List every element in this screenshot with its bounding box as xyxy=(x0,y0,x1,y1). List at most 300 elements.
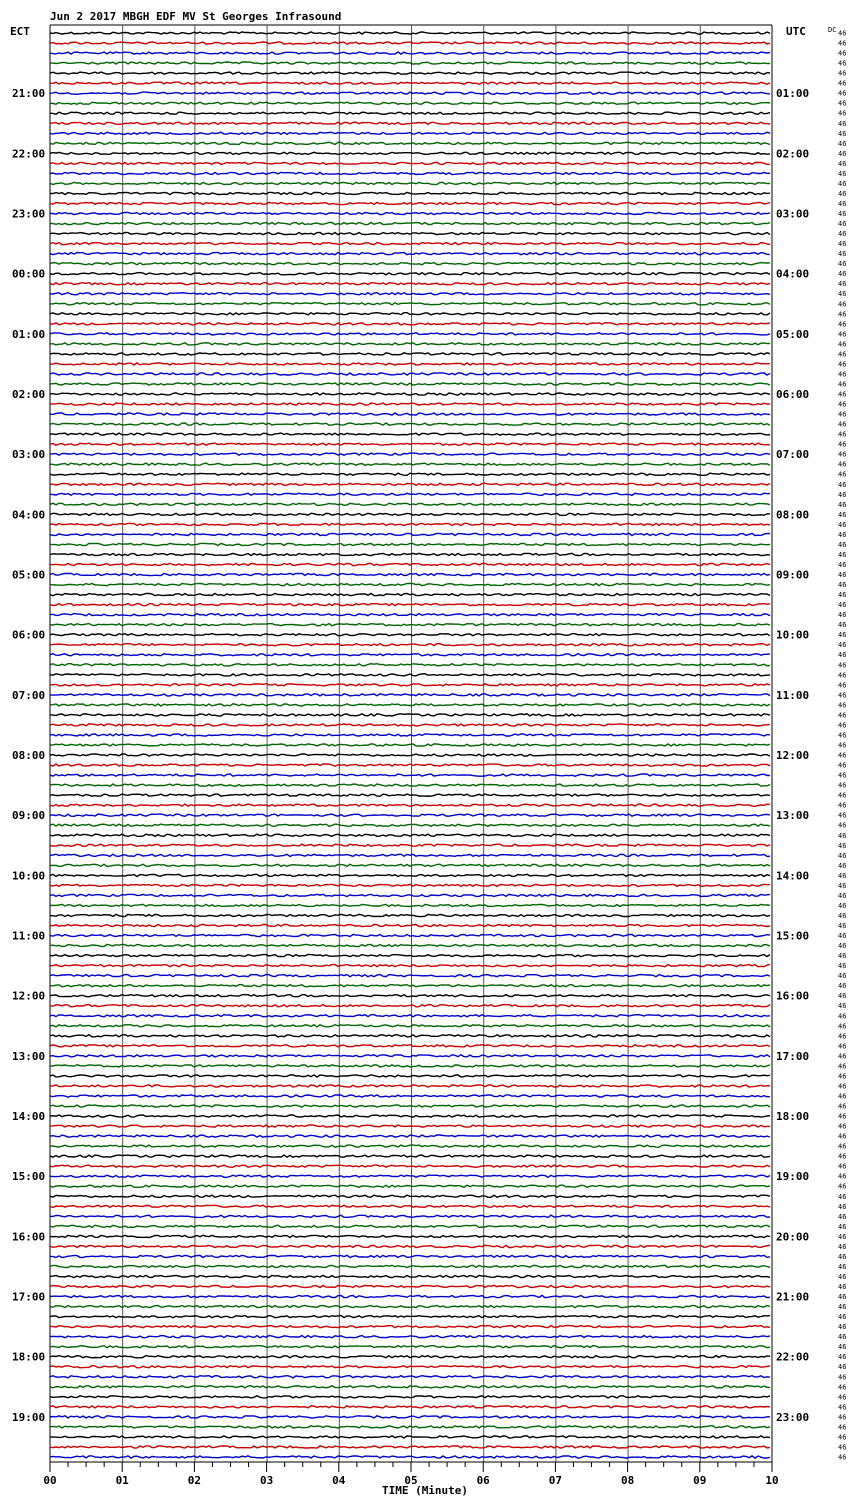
x-tick-label: 08 xyxy=(620,1474,635,1487)
dc-value: 46 xyxy=(838,49,847,58)
trace-29 xyxy=(50,313,770,315)
right-hour-label: 18:00 xyxy=(776,1110,810,1123)
trace-90 xyxy=(50,924,770,926)
dc-value: 46 xyxy=(838,1122,847,1131)
dc-value: 46 xyxy=(838,1072,847,1081)
dc-value: 46 xyxy=(838,1403,847,1412)
dc-value: 46 xyxy=(838,1032,847,1041)
trace-45 xyxy=(50,473,770,475)
trace-25 xyxy=(50,273,770,275)
right-hour-label: 01:00 xyxy=(776,87,810,101)
dc-value: 46 xyxy=(838,450,847,459)
left-hour-label: 10:00 xyxy=(12,869,46,883)
trace-86 xyxy=(50,884,770,886)
dc-value: 46 xyxy=(838,1092,847,1101)
left-hour-label: 06:00 xyxy=(12,628,46,642)
trace-103 xyxy=(50,1055,770,1057)
dc-value: 46 xyxy=(838,480,847,489)
trace-35 xyxy=(50,373,770,375)
trace-42 xyxy=(50,443,770,445)
right-hour-label: 12:00 xyxy=(776,749,810,762)
trace-30 xyxy=(50,323,770,325)
dc-value: 46 xyxy=(838,380,847,389)
dc-value: 46 xyxy=(838,1192,847,1201)
trace-133 xyxy=(50,1356,770,1358)
trace-27 xyxy=(50,293,770,295)
trace-65 xyxy=(50,674,770,676)
trace-126 xyxy=(50,1285,770,1287)
left-hour-label: 19:00 xyxy=(12,1410,46,1424)
dc-value: 46 xyxy=(838,932,847,940)
dc-value: 46 xyxy=(838,400,847,409)
trace-135 xyxy=(50,1376,770,1378)
trace-116 xyxy=(50,1185,770,1187)
right-hour-label: 14:00 xyxy=(776,869,810,883)
trace-84 xyxy=(50,864,770,866)
dc-value: 46 xyxy=(838,200,847,208)
dc-value: 46 xyxy=(838,851,847,860)
dc-value: 46 xyxy=(838,149,847,158)
dc-value: 46 xyxy=(838,240,847,249)
left-hour-label: 03:00 xyxy=(12,448,46,462)
trace-41 xyxy=(50,433,770,435)
trace-85 xyxy=(50,874,770,876)
dc-value: 46 xyxy=(838,701,847,710)
right-hour-label: 20:00 xyxy=(776,1230,810,1244)
left-hour-label: 22:00 xyxy=(12,147,46,161)
dc-value: 46 xyxy=(838,741,847,750)
trace-134 xyxy=(50,1366,770,1368)
dc-value: 46 xyxy=(838,250,847,259)
dc-value: 46 xyxy=(838,460,847,469)
dc-value: 46 xyxy=(838,1132,847,1141)
x-axis-label: TIME (Minute) xyxy=(381,1484,469,1497)
right-hour-label: 22:00 xyxy=(776,1350,810,1364)
trace-79 xyxy=(50,814,770,816)
dc-value: 46 xyxy=(838,390,847,399)
trace-141 xyxy=(50,1436,770,1438)
trace-123 xyxy=(50,1255,770,1257)
dc-value: 46 xyxy=(838,1263,847,1271)
trace-23 xyxy=(50,253,770,255)
dc-value: 46 xyxy=(838,1222,847,1231)
trace-2 xyxy=(50,42,770,44)
dc-value: 46 xyxy=(838,871,847,880)
trace-20 xyxy=(50,223,770,225)
trace-129 xyxy=(50,1316,770,1318)
trace-143 xyxy=(50,1456,770,1458)
x-tick-label: 02 xyxy=(187,1474,202,1487)
dc-value: 46 xyxy=(838,330,847,339)
dc-value: 46 xyxy=(838,1152,847,1161)
dc-value: 46 xyxy=(838,69,847,78)
dc-value: 46 xyxy=(838,79,847,88)
trace-109 xyxy=(50,1115,770,1117)
trace-18 xyxy=(50,202,770,204)
dc-value: 46 xyxy=(838,320,847,329)
dc-value: 46 xyxy=(838,801,847,810)
trace-17 xyxy=(50,192,770,194)
dc-value: 46 xyxy=(838,1303,847,1312)
trace-13 xyxy=(50,152,770,154)
trace-117 xyxy=(50,1195,770,1197)
dc-value: 46 xyxy=(838,39,847,48)
trace-9 xyxy=(50,112,770,114)
dc-value: 46 xyxy=(838,139,847,148)
dc-value: 46 xyxy=(838,942,847,951)
dc-value: 46 xyxy=(838,260,847,269)
dc-value: 46 xyxy=(838,1172,847,1181)
trace-82 xyxy=(50,844,770,846)
dc-value: 46 xyxy=(838,1012,847,1021)
trace-114 xyxy=(50,1165,770,1167)
dc-value: 46 xyxy=(838,1232,847,1241)
dc-value: 46 xyxy=(838,821,847,830)
dc-value: 46 xyxy=(838,159,847,168)
trace-1 xyxy=(50,32,770,34)
trace-112 xyxy=(50,1145,770,1147)
left-hour-label: 09:00 xyxy=(12,809,46,823)
dc-value: 46 xyxy=(838,1313,847,1322)
dc-value: 46 xyxy=(838,1393,847,1402)
dc-value: 46 xyxy=(838,631,847,640)
dc-value: 46 xyxy=(838,310,847,319)
dc-value: 46 xyxy=(838,1323,847,1332)
right-hour-label: 07:00 xyxy=(776,448,810,462)
trace-131 xyxy=(50,1336,770,1338)
trace-53 xyxy=(50,553,770,555)
dc-value: 46 xyxy=(838,691,847,700)
dc-value: 46 xyxy=(838,1242,847,1251)
trace-104 xyxy=(50,1065,770,1067)
dc-value: 46 xyxy=(838,1022,847,1031)
trace-91 xyxy=(50,935,770,937)
dc-value: 46 xyxy=(838,350,847,359)
dc-value: 46 xyxy=(838,99,847,108)
dc-value: 46 xyxy=(838,621,847,630)
trace-38 xyxy=(50,403,770,405)
dc-value: 46 xyxy=(838,661,847,670)
trace-107 xyxy=(50,1095,770,1097)
right-hour-label: 23:00 xyxy=(776,1410,810,1424)
trace-113 xyxy=(50,1155,770,1157)
dc-value: 46 xyxy=(838,1002,847,1011)
dc-value: 46 xyxy=(838,290,847,299)
x-tick-label: 04 xyxy=(332,1474,346,1487)
chart-title: Jun 2 2017 MBGH EDF MV St Georges Infrasound xyxy=(50,10,342,23)
trace-58 xyxy=(50,604,770,606)
trace-52 xyxy=(50,543,770,545)
dc-value: 46 xyxy=(838,169,847,178)
trace-24 xyxy=(50,263,770,265)
trace-67 xyxy=(50,694,770,696)
dc-value: 46 xyxy=(838,1142,847,1151)
dc-value: 46 xyxy=(838,761,847,770)
x-tick-label: 00 xyxy=(43,1474,57,1487)
trace-102 xyxy=(50,1045,770,1047)
x-tick-label: 09 xyxy=(693,1474,707,1487)
trace-11 xyxy=(50,132,770,134)
trace-95 xyxy=(50,975,770,977)
dc-value: 46 xyxy=(838,1363,847,1372)
left-hour-label: 07:00 xyxy=(12,688,46,702)
trace-97 xyxy=(50,995,770,997)
dc-value: 46 xyxy=(838,1443,847,1452)
trace-68 xyxy=(50,704,770,706)
trace-118 xyxy=(50,1205,770,1207)
trace-94 xyxy=(50,965,770,967)
dc-value: 46 xyxy=(838,109,847,118)
trace-55 xyxy=(50,573,770,575)
right-hour-label: 04:00 xyxy=(776,267,810,281)
trace-50 xyxy=(50,523,770,525)
dc-value: 46 xyxy=(838,751,847,760)
trace-78 xyxy=(50,804,770,806)
trace-37 xyxy=(50,393,770,395)
dc-value: 46 xyxy=(838,1433,847,1442)
dc-value: 46 xyxy=(838,591,847,600)
dc-value: 46 xyxy=(838,190,847,198)
trace-125 xyxy=(50,1275,770,1277)
dc-value: 46 xyxy=(838,1052,847,1061)
dc-value: 46 xyxy=(838,611,847,620)
dc-value: 46 xyxy=(838,430,847,439)
trace-96 xyxy=(50,985,770,987)
dc-value: 46 xyxy=(838,1212,847,1221)
trace-88 xyxy=(50,904,770,906)
dc-value: 46 xyxy=(838,129,847,138)
right-hour-label: 05:00 xyxy=(776,327,810,341)
dc-value: 46 xyxy=(838,901,847,910)
trace-92 xyxy=(50,945,770,947)
dc-value: 46 xyxy=(838,811,847,820)
trace-139 xyxy=(50,1416,770,1418)
trace-15 xyxy=(50,172,770,174)
dc-value: 46 xyxy=(838,1162,847,1171)
trace-40 xyxy=(50,423,770,425)
dc-value: 46 xyxy=(838,861,847,870)
trace-128 xyxy=(50,1306,770,1308)
dc-value: 46 xyxy=(838,551,847,559)
dc-value: 46 xyxy=(838,711,847,720)
dc-value: 46 xyxy=(838,280,847,289)
dc-value: 46 xyxy=(838,952,847,961)
x-tick-label: 06 xyxy=(476,1474,490,1487)
dc-value: 46 xyxy=(838,530,847,539)
dc-value: 46 xyxy=(838,1353,847,1362)
dc-value: 46 xyxy=(838,370,847,379)
x-tick-label: 05 xyxy=(404,1474,418,1487)
trace-63 xyxy=(50,654,770,656)
dc-value: 46 xyxy=(838,731,847,740)
trace-28 xyxy=(50,303,770,305)
dc-value: 46 xyxy=(838,1283,847,1291)
trace-34 xyxy=(50,363,770,365)
left-hour-label: 17:00 xyxy=(12,1290,46,1304)
left-hour-label: 00:00 xyxy=(12,267,46,281)
trace-106 xyxy=(50,1085,770,1087)
dc-value: 46 xyxy=(838,520,847,529)
trace-83 xyxy=(50,854,770,856)
left-hour-label: 18:00 xyxy=(12,1350,46,1364)
trace-99 xyxy=(50,1015,770,1017)
right-hour-label: 15:00 xyxy=(776,929,810,943)
x-tick-label: 03 xyxy=(259,1474,274,1487)
trace-26 xyxy=(50,283,770,285)
dc-value: 46 xyxy=(838,490,847,499)
trace-21 xyxy=(50,233,770,235)
dc-value: 46 xyxy=(838,922,847,930)
dc-value: 46 xyxy=(838,1252,847,1261)
right-hour-label: 16:00 xyxy=(776,989,810,1003)
dc-value: 46 xyxy=(838,831,847,840)
dc-value: 46 xyxy=(838,641,847,650)
trace-127 xyxy=(50,1295,770,1297)
dc-value: 46 xyxy=(838,982,847,991)
dc-value: 46 xyxy=(838,1112,847,1121)
trace-36 xyxy=(50,383,770,385)
dc-value: 46 xyxy=(838,1062,847,1071)
right-hour-label: 19:00 xyxy=(776,1170,810,1184)
right-hour-label: 09:00 xyxy=(776,568,810,582)
dc-value: 46 xyxy=(838,771,847,780)
trace-33 xyxy=(50,353,770,355)
trace-101 xyxy=(50,1035,770,1037)
trace-137 xyxy=(50,1396,770,1398)
dc-value: 46 xyxy=(838,671,847,680)
dc-value: 46 xyxy=(838,510,847,519)
trace-98 xyxy=(50,1005,770,1007)
x-tick-label: 01 xyxy=(115,1474,129,1487)
trace-56 xyxy=(50,584,770,586)
dc-value: 46 xyxy=(838,881,847,890)
left-timezone-label: ECT xyxy=(10,25,30,38)
dc-value: 46 xyxy=(838,300,847,309)
dc-value: 46 xyxy=(838,29,847,38)
trace-138 xyxy=(50,1406,770,1408)
dc-value: 46 xyxy=(838,1202,847,1211)
trace-14 xyxy=(50,162,770,164)
dc-value: 46 xyxy=(838,440,847,449)
trace-59 xyxy=(50,614,770,616)
dc-value: 46 xyxy=(838,992,847,1001)
dc-value: 46 xyxy=(838,781,847,790)
trace-130 xyxy=(50,1326,770,1328)
trace-66 xyxy=(50,684,770,686)
left-hour-label: 02:00 xyxy=(12,388,46,401)
trace-4 xyxy=(50,62,770,64)
dc-values xyxy=(838,30,846,1462)
dc-value: 46 xyxy=(838,360,847,369)
left-hour-label: 04:00 xyxy=(12,508,46,522)
dc-value: 46 xyxy=(838,1453,847,1462)
traces xyxy=(50,32,770,1458)
trace-43 xyxy=(50,453,770,455)
trace-49 xyxy=(50,513,770,515)
trace-111 xyxy=(50,1135,770,1137)
trace-7 xyxy=(50,92,770,94)
trace-72 xyxy=(50,744,770,746)
left-hour-label: 11:00 xyxy=(12,929,46,943)
right-hour-label: 08:00 xyxy=(776,508,810,522)
left-hour-label: 01:00 xyxy=(12,327,46,341)
right-hour-label: 17:00 xyxy=(776,1049,810,1063)
left-hour-label: 15:00 xyxy=(12,1170,46,1184)
dc-value: 46 xyxy=(838,420,847,429)
dc-value: 46 xyxy=(838,912,847,920)
trace-89 xyxy=(50,914,770,916)
trace-31 xyxy=(50,333,770,335)
dc-value: 46 xyxy=(838,891,847,900)
dc-value: 46 xyxy=(838,1413,847,1422)
right-hour-label: 13:00 xyxy=(776,809,810,823)
trace-81 xyxy=(50,834,770,836)
trace-110 xyxy=(50,1125,770,1127)
dc-value: 46 xyxy=(838,340,847,349)
trace-108 xyxy=(50,1105,770,1107)
dc-value: 46 xyxy=(838,581,847,590)
trace-87 xyxy=(50,894,770,896)
dc-value: 46 xyxy=(838,470,847,479)
trace-120 xyxy=(50,1225,770,1227)
right-hour-label: 02:00 xyxy=(776,147,810,161)
dc-value: 46 xyxy=(838,220,847,228)
trace-142 xyxy=(50,1446,770,1448)
trace-119 xyxy=(50,1215,770,1217)
trace-16 xyxy=(50,182,770,184)
trace-124 xyxy=(50,1265,770,1267)
dc-value: 46 xyxy=(838,721,847,730)
trace-54 xyxy=(50,563,770,565)
left-hour-label: 08:00 xyxy=(12,749,46,762)
right-timezone-label: UTC xyxy=(786,25,806,38)
left-hour-label: 05:00 xyxy=(12,568,46,582)
trace-22 xyxy=(50,243,770,245)
dc-value: 46 xyxy=(838,210,847,218)
dc-value: 46 xyxy=(838,1042,847,1051)
trace-136 xyxy=(50,1386,770,1388)
dc-value: 46 xyxy=(838,1102,847,1111)
trace-69 xyxy=(50,714,770,716)
dc-value: 46 xyxy=(838,119,847,128)
dc-value: 46 xyxy=(838,1343,847,1352)
dc-value: 46 xyxy=(838,1383,847,1392)
trace-80 xyxy=(50,824,770,826)
trace-122 xyxy=(50,1245,770,1247)
right-hour-label: 10:00 xyxy=(776,628,810,642)
trace-73 xyxy=(50,754,770,756)
right-hour-label: 06:00 xyxy=(776,388,810,401)
dc-value: 46 xyxy=(838,651,847,660)
trace-93 xyxy=(50,955,770,957)
left-hour-label: 23:00 xyxy=(12,207,46,221)
trace-100 xyxy=(50,1025,770,1027)
dc-value: 46 xyxy=(838,841,847,850)
x-tick-label: 07 xyxy=(548,1474,563,1487)
trace-70 xyxy=(50,724,770,726)
trace-76 xyxy=(50,784,770,786)
left-hour-label: 14:00 xyxy=(12,1110,46,1123)
trace-32 xyxy=(50,343,770,345)
dc-value: 46 xyxy=(838,179,847,188)
trace-140 xyxy=(50,1426,770,1428)
trace-121 xyxy=(50,1235,770,1237)
trace-60 xyxy=(50,624,770,626)
trace-115 xyxy=(50,1175,770,1177)
trace-46 xyxy=(50,483,770,485)
trace-71 xyxy=(50,734,770,736)
trace-8 xyxy=(50,102,770,104)
